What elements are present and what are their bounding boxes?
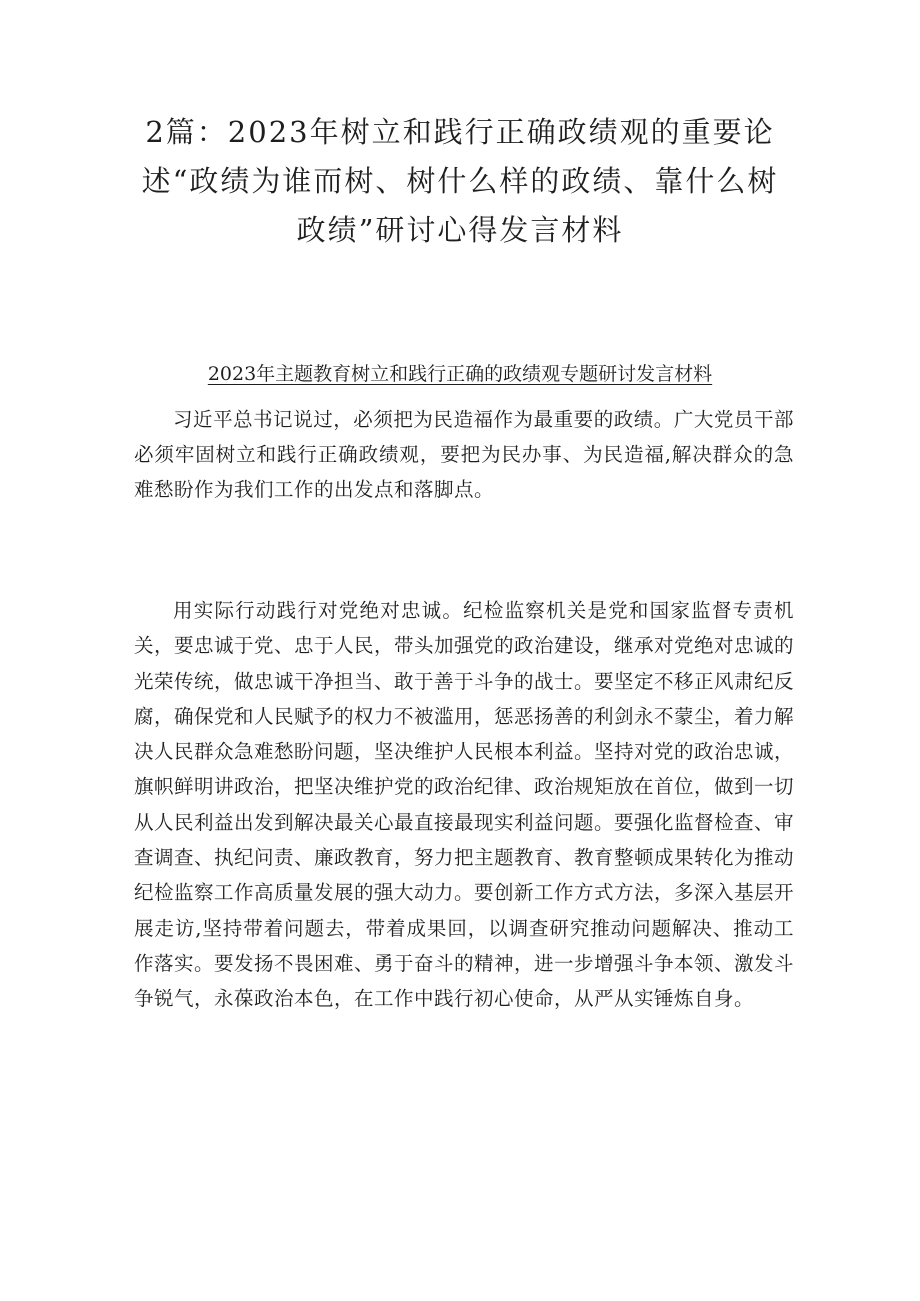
document-title: 2篇：2023年树立和践行正确政绩观的重要论述“政绩为谁而树、树什么样的政绩、靠什么树政绩”研讨心得发言材料	[141, 115, 779, 247]
paragraph-loyalty: 用实际行动践行对党绝对忠诚。纪检监察机关是党和国家监督专责机关，要忠诚于党、忠于人民，带头加强党的政治建设，继承对党绝对忠诚的光荣传统，做忠诚干净担当、敢于善于斗争的战士。要坚定不移正风肃纪反腐，确保党和人民赋予的权力不被滥用，惩恶扬善的利剑永不蒙尘，着力解决人民群众急难愁盼问题，坚决维护人民根本利益。坚持对党的政治忠诚，旗帜鲜明讲政治，把坚决维护党的政治纪律、政治规矩放在首位，做到一切从人民利益出发到解决最关心最直接最现实利益问题。要强化监督检查、审查调查、执纪问责、廉政教育，努力把主题教育、教育整顿成果转化为推动纪检监察工作高质量发展的强大动力。要创新工作方式方法，多深入基层开展走访,坚持带着问题去，带着成果回，以调查研究推动问题解决、推动工作落实。要发扬不畏困难、勇于奋斗的精神，进一步增强斗争本领、激发斗争锐气，永葆政治本色，在工作中践行初心使命，从严从实锤炼自身。	[134, 599, 795, 1011]
document-subtitle: 2023年主题教育树立和践行正确的政绩观专题研讨发言材料	[207, 363, 713, 385]
paragraph-intro: 习近平总书记说过，必须把为民造福作为最重要的政绩。广大党员干部必须牢固树立和践行正确政绩观，要把为民办事、为民造福,解决群众的急难愁盼作为我们工作的出发点和落脚点。	[134, 408, 794, 501]
